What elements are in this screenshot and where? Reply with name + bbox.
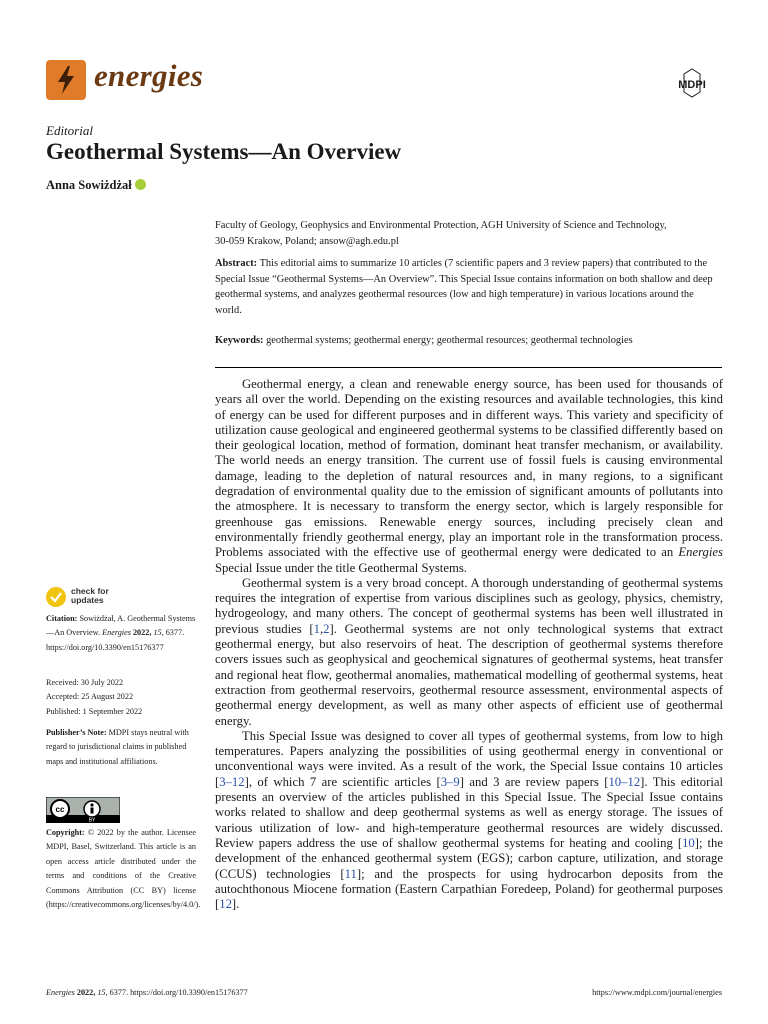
paragraph-3 [215, 729, 723, 913]
citation-link[interactable]: 10 [682, 835, 695, 850]
p1-end: Special Issue under the title Geothermal Systems. [215, 560, 467, 575]
publication-dates [46, 676, 196, 719]
citation-year: 2022, [132, 628, 152, 638]
journal-name: energies [94, 58, 204, 93]
p3-text-a: This Special Issue was designed to cover all types of geothermal systems, from low to high temperatures. Papers analyzing the possibilities of using geothermal energy in conventional or unconventional ways were invited. As a result of the work, the Special Issue contains 10 articles [ [215, 728, 723, 789]
citation-label: Citation: [46, 614, 78, 623]
mdpi-logo-icon [667, 68, 717, 98]
copyright-text: © 2022 by the author. Licensee MDPI, Basel, Switzerland. This article is an open access article distributed under the terms and conditions of the Creative Commons Attribution (CC BY) license (https://creativecommons.org/licenses/by/4.0/). [46, 828, 201, 910]
citation-journal: Energies [102, 628, 131, 638]
abstract-text: This editorial aims to summarize 10 articles (7 scientific papers and 3 review papers) that contributed to the Special Issue “Geothermal Systems—An Overview”. This Special Issue contains information on both shallow and deep geothermal systems, and analyzes geothermal resources (low and high temperature) in various locations around the world. [215, 258, 713, 316]
check-line-1: check for [71, 586, 109, 596]
abstract-label: Abstract: [215, 258, 258, 269]
p3-text-f: ]; and the prospects for using hydrocarbon deposits from the autochthonous Miocene formation (Eastern Carpathian Foredeep, Poland) for geothermal purposes [ [215, 866, 723, 912]
affiliation [215, 218, 722, 249]
svg-text:cc: cc [55, 805, 65, 814]
affiliation-line-2: 30-059 Krakow, Poland; ansow@agh.edu.pl [215, 235, 399, 247]
footer-citation [46, 988, 248, 997]
p3-text-g: ]. [231, 897, 240, 912]
journal-logo-icon [46, 60, 86, 100]
affiliation-line-1: Faculty of Geology, Geophysics and Environmental Protection, AGH University of Science and Technology, [215, 220, 667, 231]
section-divider [215, 367, 722, 368]
cc-by-license-icon[interactable] [46, 797, 120, 823]
copyright-block [46, 826, 201, 912]
citation-volume: 15, [153, 628, 164, 638]
footer-doi-link[interactable]: 6377. https://doi.org/10.3390/en15176377 [109, 988, 248, 997]
citation-link[interactable]: 2 [323, 621, 330, 636]
copyright-label: Copyright: [46, 828, 85, 837]
citation-doi-link[interactable]: 6377. https://doi.org/10.3390/en15176377 [46, 628, 185, 652]
footer-journal: Energies [46, 988, 75, 997]
keywords [215, 333, 722, 349]
paragraph-2: Geothermal system is a very broad concept. A thorough understanding of geothermal systems requires the integration of expertise from various disciplines such as geology, physics, chemistry, hydrogeology, and many others. The concept of geothermal systems has been well illustrated in previous studies [1,2]. Geothermal systems are not only technological systems that extract geothermal energy, but also reservoirs of heat. The description of geothermal systems therefore covers issues such as geophysical and geochemical signatures of geothermal systems, heat transfer and regional heat flow, geothermal anomalies, mathematical modelling of geothermal systems, heat extraction from geothermal reservoirs, geothermal resource assessment, environmental aspects of geothermal energy development, as well as many other aspects of efficient use of geothermal energy. [215, 575, 723, 728]
check-line-2: updates [71, 595, 104, 605]
footer-journal-url[interactable]: https://www.mdpi.com/journal/energies [592, 988, 722, 997]
citation-link[interactable]: 10–12 [608, 774, 641, 789]
pubnote-text: MDPI stays neutral with regard to jurisdictional claims in published maps and institutional affiliations. [46, 728, 189, 766]
citation-link[interactable]: 11 [344, 866, 357, 881]
publisher-name: MDPI [678, 79, 706, 91]
citation-link[interactable]: 3–12 [219, 774, 245, 789]
p3-text-c: ] and 3 are review papers [ [459, 774, 609, 789]
accepted-date: Accepted: 25 August 2022 [46, 692, 134, 702]
footer-year: 2022, [76, 988, 96, 997]
citation-link[interactable]: 3–9 [440, 774, 460, 789]
p2-text-a: Geothermal system is a very broad concept. A thorough understanding of geothermal systems requires the integration of expertise from various disciplines such as geology, physics, chemistry, hydrogeology, and many others. The concept of geothermal systems has been well illustrated in previous studies [ [215, 575, 723, 636]
article-type: Editorial [46, 123, 93, 138]
p1-text: Geothermal energy, a clean and renewable energy source, has been used for thousands of years all over the world. Depending on the existing resources and available technologies, this kind of energy can be used for different purposes and in different ways. This variety and specificity of utilization cause geological and engineered geothermal systems to be classified differently based on their geological location, method of formation, dominant heat transfer mechanism, or availability. The world needs an energy transition. The current use of fossil fuels is causing environmental damage, leading to the depletion of natural resources and, in many regions, to a significant degradation of environmental quality due to the emission of significant amounts of pollutants into the atmosphere. It is necessary to transform the energy sector, which is largely responsible for greenhouse gas emissions. Renewable energy sources, including precisely clean and environmentally friendly geothermal energy, play an important role in the transformation process. Problems associated with the effective use of geothermal energy were dedicated to an [215, 377, 723, 560]
p3-text-d: ]. This editorial presents an overview of the articles published in this Special Issue. The Special Issue contains works related to shallow and deep geothermal systems as well as energy storage. The issues of various utilization of low- and high-temperature geothermal resources are widely discussed. Review papers address the use of shallow geothermal systems for heating and cooling [ [215, 774, 724, 850]
author-name [46, 178, 146, 193]
citation-block [46, 612, 196, 655]
p3-text-b: ], of which 7 are scientific articles [ [244, 774, 441, 789]
pubnote-label: Publisher’s Note: [46, 728, 107, 737]
orcid-icon[interactable] [135, 179, 146, 190]
paragraph-1 [215, 377, 723, 576]
author-text: Anna Sowiżdżał [46, 178, 132, 192]
keywords-label: Keywords: [215, 335, 264, 346]
main-text [215, 377, 723, 912]
footer-volume: 15, [97, 988, 108, 997]
p3-text-e: ]; the development of the enhanced geothermal system (EGS); carbon capture, utilization, and storage (CCUS) technologies [ [215, 835, 723, 881]
citation-link[interactable]: 1 [313, 621, 320, 636]
p2-text-b: ]. Geothermal systems are not only technological systems that extract geothermal energy, but also reservoirs of heat. The description of geothermal systems therefore covers issues such as geophysical and geochemical signatures of geothermal systems, heat transfer and regional heat flow, geothermal anomalies, mathematical modelling of geothermal systems, heat extraction from geothermal reservoirs, geothermal resource assessment, environmental aspects of geothermal energy development, as well as many other aspects of efficient use of geothermal energy. [215, 621, 723, 728]
published-date: Published: 1 September 2022 [46, 706, 143, 716]
check-for-updates-icon[interactable] [46, 587, 66, 607]
svg-text:BY: BY [88, 817, 96, 823]
citation-link[interactable]: 12 [219, 897, 232, 912]
keywords-text: geothermal systems; geothermal energy; geothermal resources; geothermal technologies [266, 335, 633, 346]
publishers-note [46, 726, 196, 769]
paper-title: Geothermal Systems—An Overview [46, 139, 402, 164]
citation-text: Sowiżdżał, A. Geothermal Systems—An Overview. [46, 614, 196, 638]
check-for-updates-button[interactable] [71, 587, 109, 605]
abstract [215, 256, 722, 318]
received-date: Received: 30 July 2022 [46, 678, 124, 687]
p1-journal: Energies [678, 545, 723, 560]
